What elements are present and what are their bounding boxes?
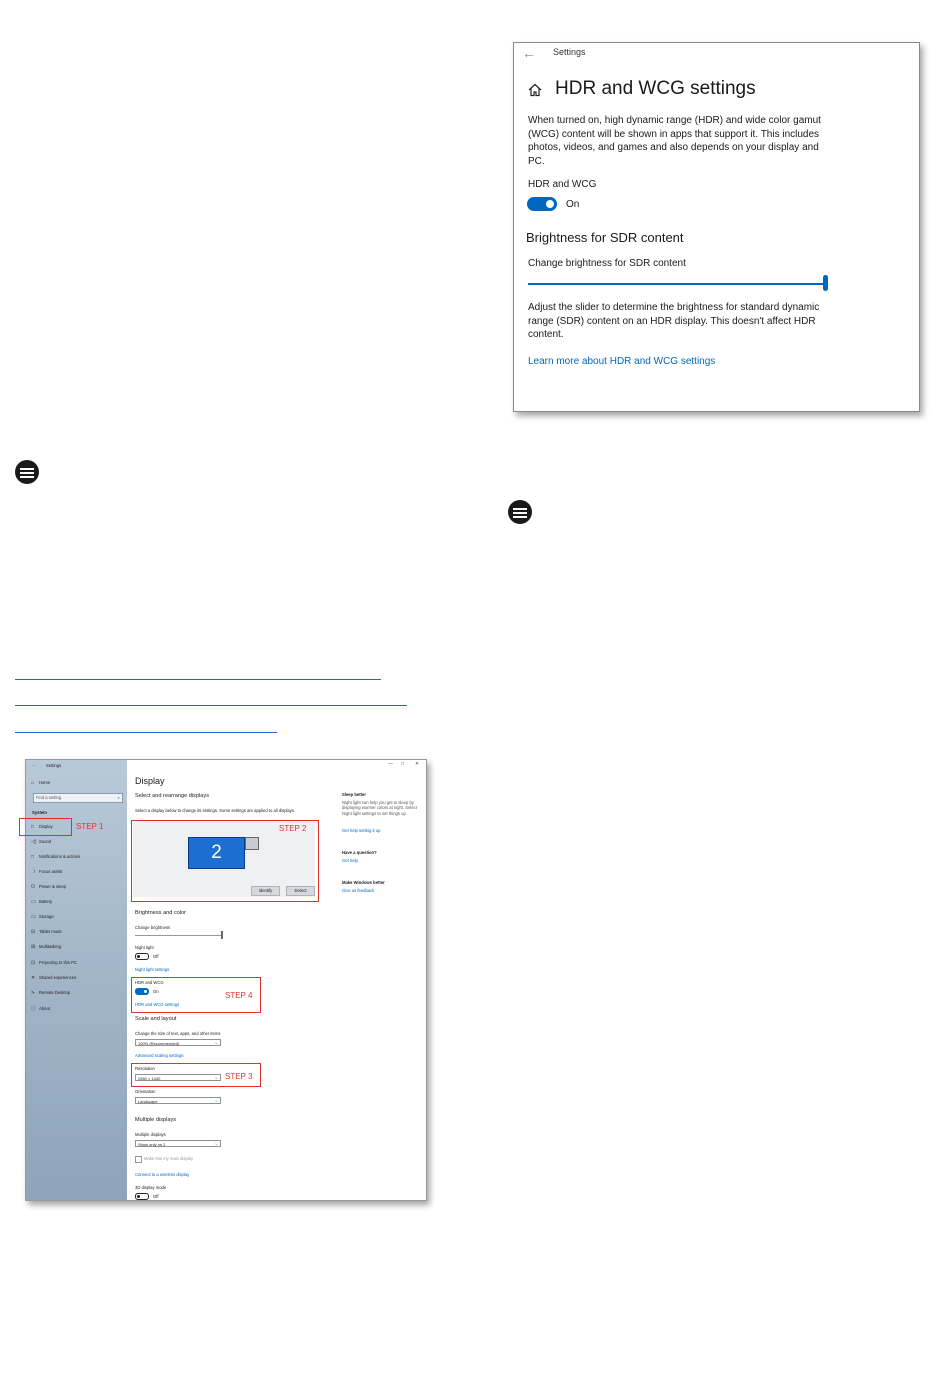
sidebar-category: System (32, 810, 47, 815)
step2-label: STEP 2 (279, 824, 307, 833)
hdr-settings-link[interactable]: HDR and WCG settings (135, 1002, 180, 1007)
multiple-heading: Multiple displays (135, 1117, 177, 1123)
resolution-label: Resolution (135, 1066, 155, 1071)
night-light-label: Night light (135, 945, 154, 950)
shared-icon: ✕ (31, 975, 36, 981)
advanced-scaling-link[interactable]: Advanced scaling settings (135, 1053, 184, 1058)
hdr-label: HDR and WCG (135, 980, 164, 985)
night-light-toggle[interactable] (135, 953, 149, 960)
sidebar-item-notifications[interactable]: □ Notifications & actions (31, 854, 81, 860)
home-icon: ⌂ (31, 780, 35, 786)
sidebar-item-tablet-mode[interactable]: ⊟ Tablet mode (31, 929, 62, 935)
search-input[interactable]: Find a setting ⌕ (33, 793, 123, 803)
sidebar-item-about[interactable]: ⓘ About (31, 1006, 50, 1012)
step1-label: STEP 1 (76, 822, 104, 831)
info-icon: ⓘ (31, 1006, 37, 1012)
main-display-checkbox[interactable] (135, 1156, 142, 1163)
home-icon[interactable] (528, 83, 542, 97)
window-title: Settings (553, 47, 586, 57)
note-icon (508, 500, 532, 524)
hdr-toggle[interactable] (527, 197, 557, 211)
hdr-toggle-state: On (566, 199, 580, 210)
rearrange-heading: Select and rearrange displays (135, 793, 210, 799)
window-title: Settings (46, 763, 62, 768)
storage-icon: ▭ (31, 914, 36, 920)
multiple-dropdown[interactable]: Show only on 2 ⌵ (135, 1140, 221, 1147)
rearrange-desc: Select a display below to change its settings. Some settings are applied to all displays. (135, 808, 296, 813)
sidebar-item-projecting[interactable]: ⊡ Projecting to this PC (31, 960, 77, 966)
3d-mode-state: Off (153, 1194, 159, 1199)
back-arrow-icon[interactable]: ← (522, 45, 536, 61)
remote-icon: ≻ (31, 990, 36, 996)
sdr-brightness-slider-thumb[interactable] (823, 275, 828, 291)
toggle-knob (546, 200, 554, 208)
hdr-settings-window (513, 42, 920, 412)
sidebar-item-remote-desktop[interactable]: ≻ Remote Desktop (31, 990, 71, 996)
detect-button[interactable]: Detect (286, 886, 315, 896)
sidebar-item-shared-experiences[interactable]: ✕ Shared experiences (31, 975, 77, 981)
question-heading: Have a question? (342, 850, 377, 855)
sdr-slider-label: Change brightness for SDR content (528, 258, 686, 269)
link-underline[interactable] (15, 705, 407, 706)
sidebar-item-multitasking[interactable]: ⊞ Multitasking (31, 944, 62, 950)
brightness-slider-thumb[interactable] (221, 931, 223, 939)
3d-mode-toggle[interactable] (135, 1193, 149, 1200)
change-brightness-label: Change brightness (135, 925, 171, 930)
sleep-text: Night light can help you get to sleep by displaying warmer colors at night. Select Night light settings to set things up. (342, 800, 417, 816)
sound-icon: ◁) (31, 839, 37, 845)
maximize-icon[interactable]: □ (401, 761, 405, 767)
hdr-description: When turned on, high dynamic range (HDR) and wide color gamut (WCG) content will be shown in apps that support it. This includes photos, videos, and games and also depends on your display and PC. (528, 115, 821, 167)
notifications-icon: □ (31, 854, 35, 860)
sidebar-home[interactable]: ⌂ Home (31, 780, 51, 786)
resolution-dropdown[interactable]: 2560 × 1440 ⌵ (135, 1074, 221, 1081)
search-icon: ⌕ (117, 795, 120, 800)
feedback-link[interactable]: Give us feedback (342, 888, 375, 893)
scale-desc: Change the size of text, apps, and other items (135, 1031, 221, 1036)
main-display-label: Make this my main display (144, 1156, 194, 1161)
link-underline[interactable] (15, 732, 277, 733)
projecting-icon: ⊡ (31, 960, 36, 966)
get-help-link[interactable]: Get help (342, 858, 358, 863)
multitasking-icon: ⊞ (31, 944, 36, 950)
sidebar-item-power[interactable]: ⏻ Power & sleep (31, 884, 66, 890)
orientation-dropdown[interactable]: Landscape ⌵ (135, 1097, 221, 1104)
wireless-display-link[interactable]: Connect to a wireless display (135, 1172, 190, 1177)
sdr-adjust-text: Adjust the slider to determine the brightness for standard dynamic range (SDR) content on an HDR display. This doesn't affect HDR content. (528, 302, 820, 341)
night-light-state: Off (153, 954, 159, 959)
brightness-heading: Brightness and color (135, 910, 186, 916)
hdr-state: On (153, 989, 159, 994)
step3-label: STEP 3 (225, 1072, 253, 1081)
multiple-label: Multiple displays (135, 1132, 166, 1137)
sidebar-item-sound[interactable]: ◁) Sound (31, 839, 52, 845)
page-title: Display (135, 776, 165, 786)
sleep-help-link[interactable]: Get help setting it up (342, 828, 381, 833)
monitor-2[interactable]: 2 (188, 837, 245, 869)
3d-mode-label: 3D display mode (135, 1185, 167, 1190)
step1-box (19, 818, 72, 836)
note-icon (15, 460, 39, 484)
sleep-heading: Sleep better (342, 792, 366, 797)
tablet-icon: ⊟ (31, 929, 36, 935)
sdr-brightness-slider-track[interactable] (528, 283, 828, 285)
sidebar-item-storage[interactable]: ▭ Storage (31, 914, 54, 920)
battery-icon: ▭ (31, 899, 36, 905)
sidebar-item-display[interactable]: □ Display (31, 824, 53, 830)
sidebar-item-battery[interactable]: ▭ Battery (31, 899, 53, 905)
scale-heading: Scale and layout (135, 1016, 177, 1022)
orientation-label: Orientation (135, 1089, 156, 1094)
page-title: HDR and WCG settings (555, 78, 756, 99)
minimize-icon[interactable]: — (388, 761, 393, 767)
back-arrow-icon[interactable]: ← (32, 762, 37, 767)
moon-icon: ☽ (31, 869, 36, 875)
hdr-toggle-label: HDR and WCG (528, 179, 597, 190)
brightness-slider-track[interactable] (135, 935, 222, 936)
sidebar-item-focus-assist[interactable]: ☽ Focus assist (31, 869, 63, 875)
scale-dropdown[interactable]: 100% (Recommended) ⌵ (135, 1039, 221, 1046)
identify-button[interactable]: Identify (251, 886, 280, 896)
display-icon: □ (31, 824, 35, 830)
power-icon: ⏻ (31, 884, 35, 890)
night-light-settings-link[interactable]: Night light settings (135, 967, 170, 972)
close-icon[interactable]: ✕ (415, 761, 420, 767)
sdr-section-title: Brightness for SDR content (526, 230, 684, 245)
better-heading: Make Windows better (342, 880, 385, 885)
step4-label: STEP 4 (225, 991, 253, 1000)
link-underline[interactable] (15, 679, 381, 680)
learn-more-link[interactable]: Learn more about HDR and WCG settings (528, 356, 716, 367)
